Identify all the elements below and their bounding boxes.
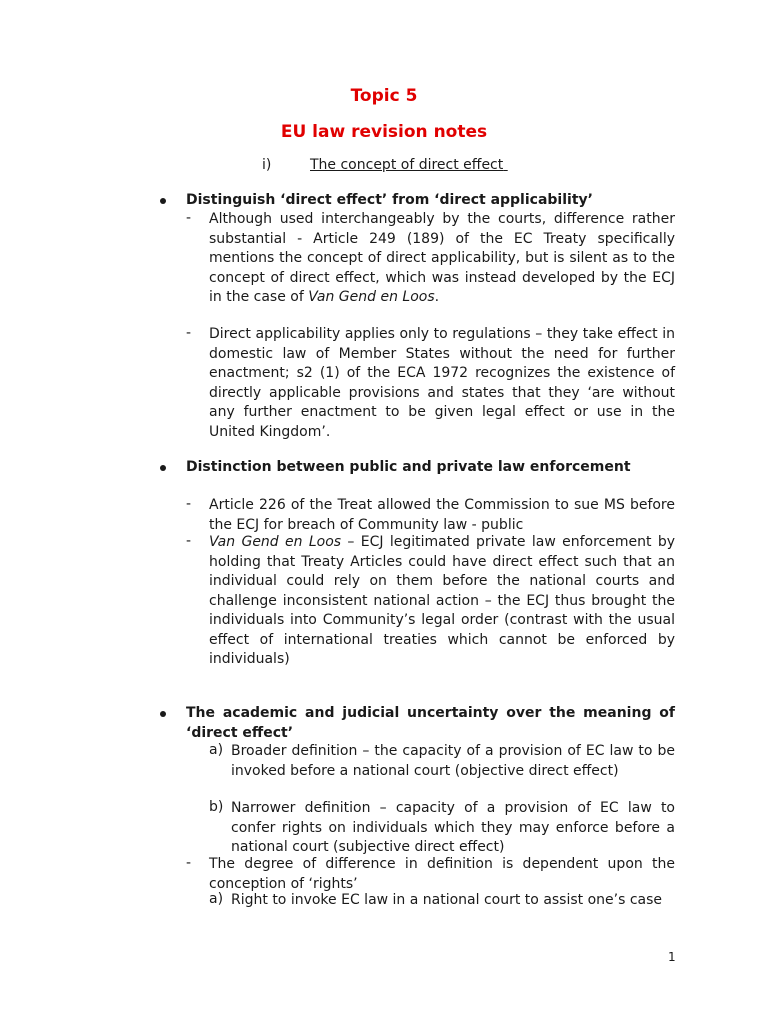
bullet-icon [160, 711, 166, 717]
dash-marker: - [186, 533, 192, 549]
topic-title: Topic 5 [350, 86, 418, 106]
note-paragraph: Broader definition – the capacity of a provision of EC law to be invoked before a national court (objective direct effect) [231, 743, 675, 779]
bullet-heading: Distinction between public and private law enforcement [186, 459, 631, 475]
note-paragraph [209, 210, 675, 308]
note-paragraph: Narrower definition – capacity of a provision of EC law to confer rights on individuals which they may enforce before a national court (subjective direct effect) [231, 800, 675, 855]
note-paragraph: Direct applicability applies only to regulations – they take effect in domestic law of Member States without the need for further enactment; s2 (1) of the ECA 1972 recognizes the existence of directly applicable provisions and states that they ‘are without any further enactment to be given legal effect or use in the United Kingdom’. [209, 326, 675, 440]
document-title: EU law revision notes [280, 122, 488, 142]
dash-marker: - [186, 210, 192, 226]
note-paragraph: Article 226 of the Treat allowed the Commission to sue MS before the ECJ for breach of Community law - public [209, 497, 675, 533]
list-label: a) [209, 891, 224, 907]
paragraph-text: – ECJ legitimated private law enforcement by holding that Treaty Articles could have direct effect such that an individual could rely on them before the national courts and challenge inconsistent national action – the ECJ thus brought the individuals into Community’s legal order (contrast with the usual effect of international treaties which cannot be enforced by individuals) [209, 534, 675, 667]
list-label: b) [209, 799, 224, 815]
note-paragraph: Right to invoke EC law in a national court to assist one’s case [231, 892, 663, 908]
bullet-icon [160, 198, 166, 204]
note-paragraph: The degree of difference in definition is dependent upon the conception of ‘rights’ [209, 856, 675, 892]
note-paragraph [209, 533, 675, 670]
dash-marker: - [186, 496, 192, 512]
list-label: a) [209, 742, 224, 758]
case-name: Van Gend en Loos [209, 534, 342, 550]
page-number: 1 [668, 950, 676, 964]
paragraph-text: . [434, 289, 440, 305]
bullet-heading: The academic and judicial uncertainty over the meaning of ‘direct effect’ [186, 705, 675, 741]
dash-marker: - [186, 325, 192, 341]
dash-marker: - [186, 855, 192, 871]
bullet-icon [160, 465, 166, 471]
paragraph-text: Although used interchangeably by the courts, difference rather substantial - Article 249 (189) of the EC Treaty specifically mentions the concept of direct applicability, but is silent as to the concept of direct effect, which was instead developed by the ECJ in the case of [209, 211, 675, 305]
section-heading [262, 157, 508, 173]
bullet-heading: Distinguish ‘direct effect’ from ‘direct applicability’ [186, 192, 593, 208]
section-title: The concept of direct effect [310, 157, 504, 173]
case-name: Van Gend en Loos [308, 289, 435, 305]
section-number: i) [262, 157, 272, 173]
